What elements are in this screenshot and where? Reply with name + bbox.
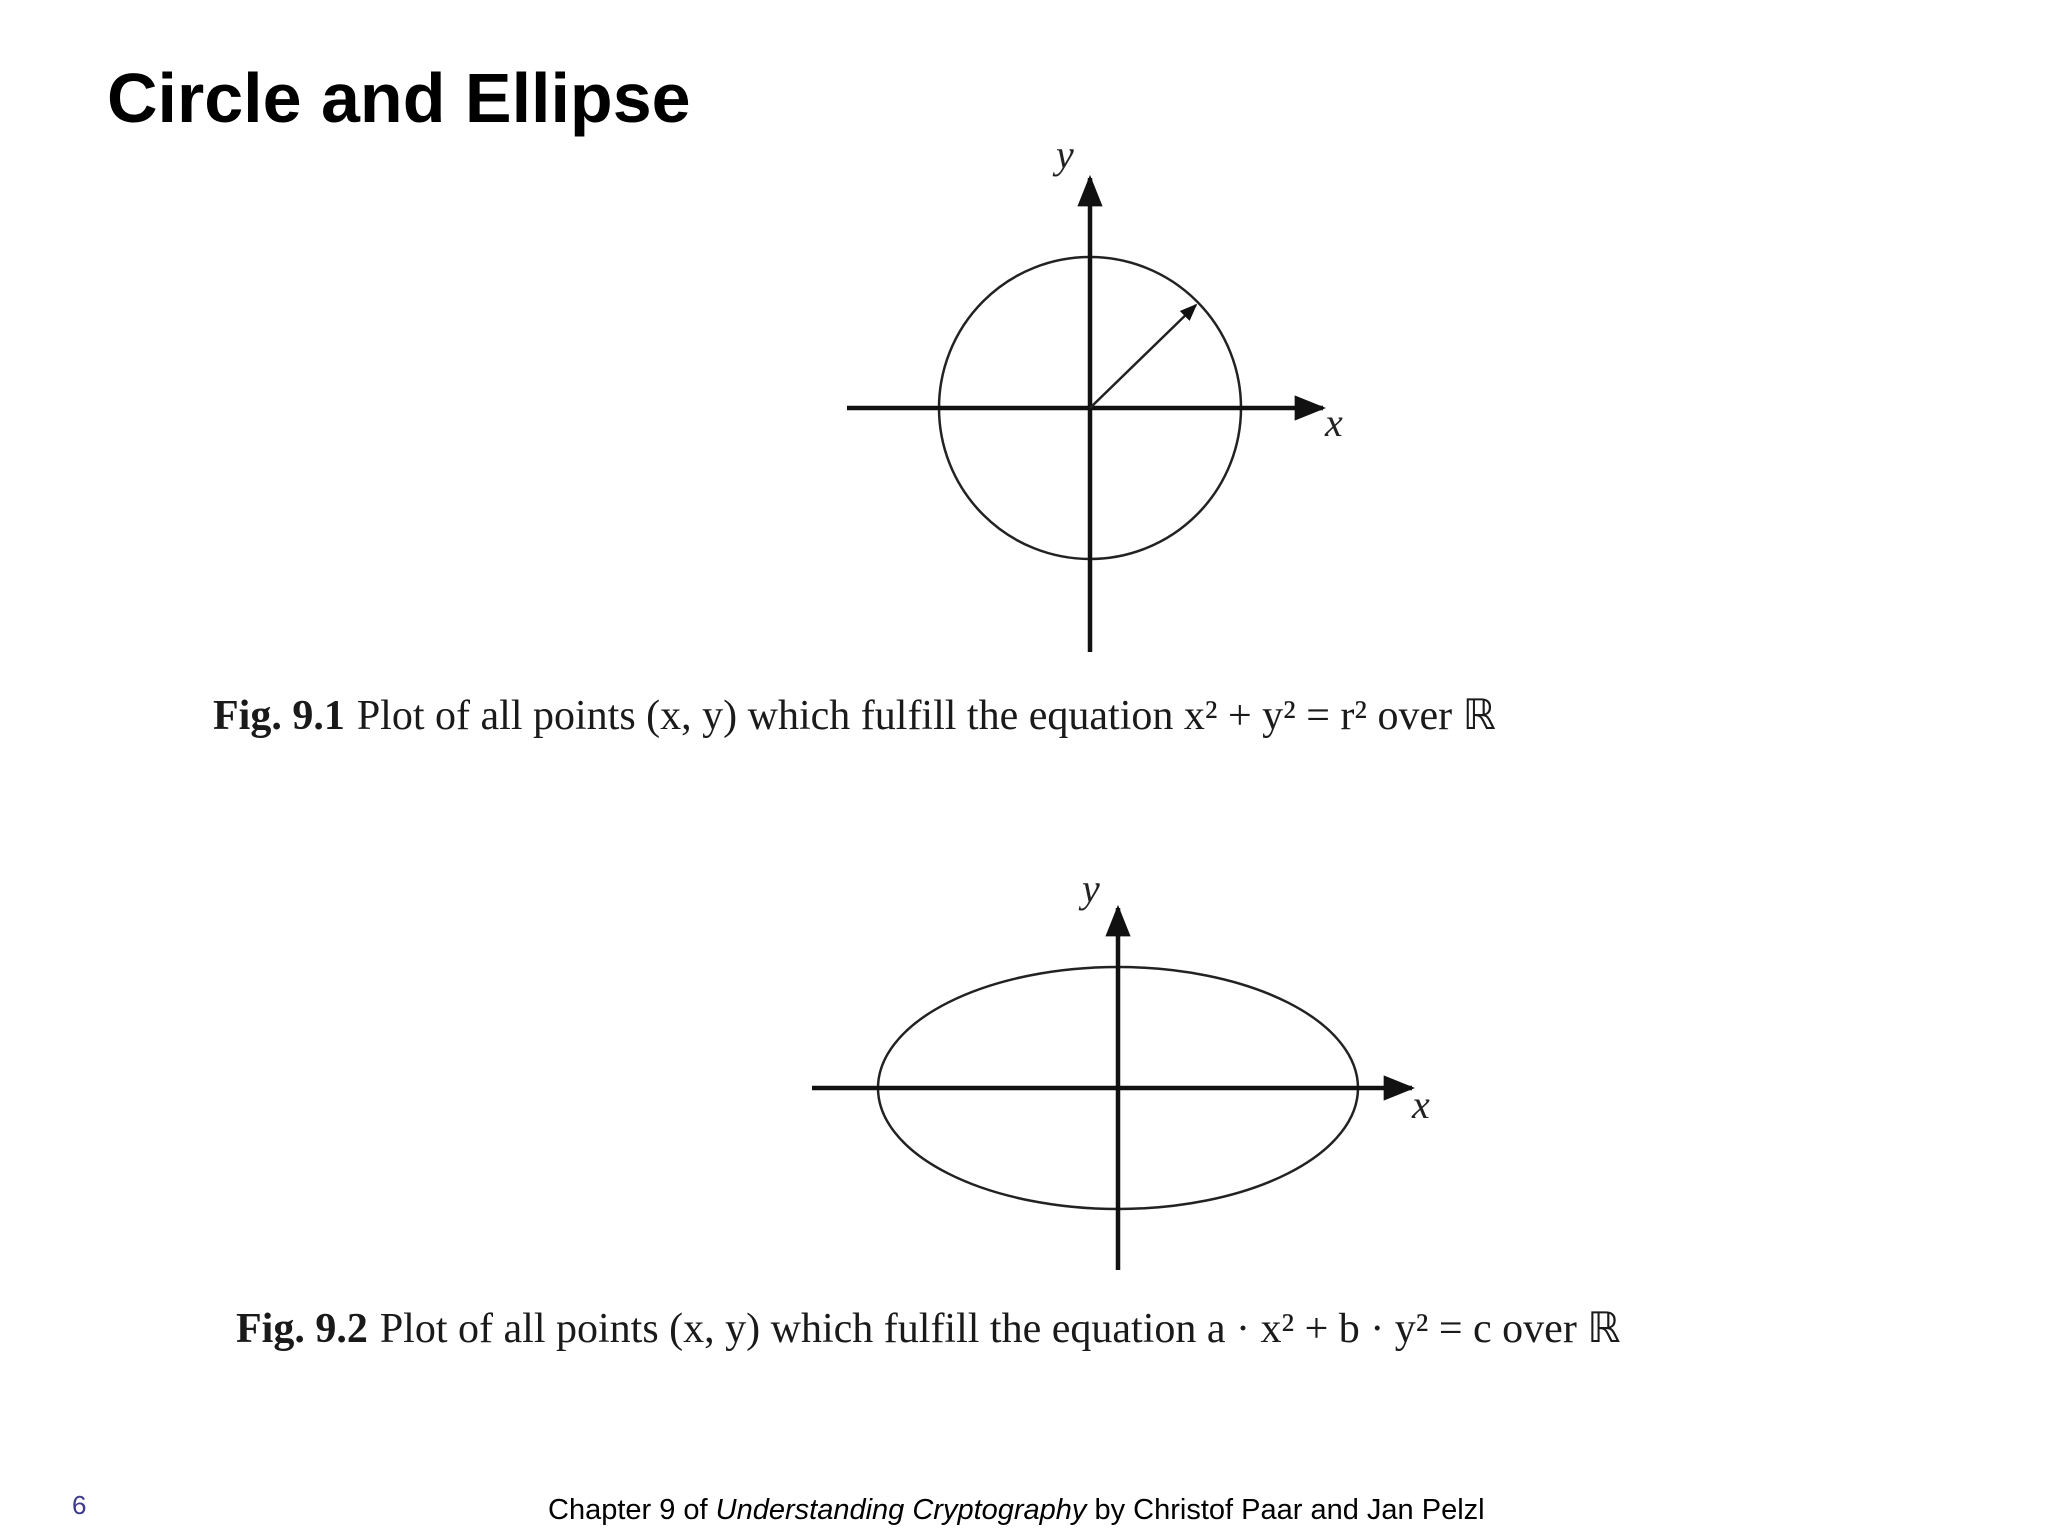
radius-arrow <box>1090 305 1196 408</box>
x-axis-label: x <box>1412 1082 1430 1127</box>
figure-1-caption-text: Plot of all points (x, y) which fulfill the equation x² + y² = r² over ℝ <box>356 693 1496 739</box>
slide-title: Circle and Ellipse <box>107 59 691 137</box>
footer-book-title: Understanding Cryptography <box>715 1494 1087 1526</box>
ellipse-figure <box>800 870 1460 1280</box>
figure-1-caption <box>213 690 1496 740</box>
footer-suffix: by Christof Paar and Jan Pelzl <box>1086 1494 1485 1526</box>
figure-1-number: Fig. 9.1 <box>213 693 345 739</box>
y-axis-label: y <box>1056 132 1074 177</box>
figure-2-caption <box>236 1303 1621 1353</box>
page-number: 6 <box>72 1490 87 1520</box>
x-axis-label: x <box>1325 400 1343 445</box>
footer-prefix: Chapter 9 of <box>548 1494 716 1526</box>
figure-2-caption-text: Plot of all points (x, y) which fulfill the equation a · x² + b · y² = c over ℝ <box>379 1306 1621 1352</box>
y-axis-label: y <box>1082 870 1100 911</box>
circle-figure <box>820 130 1380 670</box>
footer-citation <box>548 1494 1485 1527</box>
figure-2-number: Fig. 9.2 <box>236 1306 368 1352</box>
